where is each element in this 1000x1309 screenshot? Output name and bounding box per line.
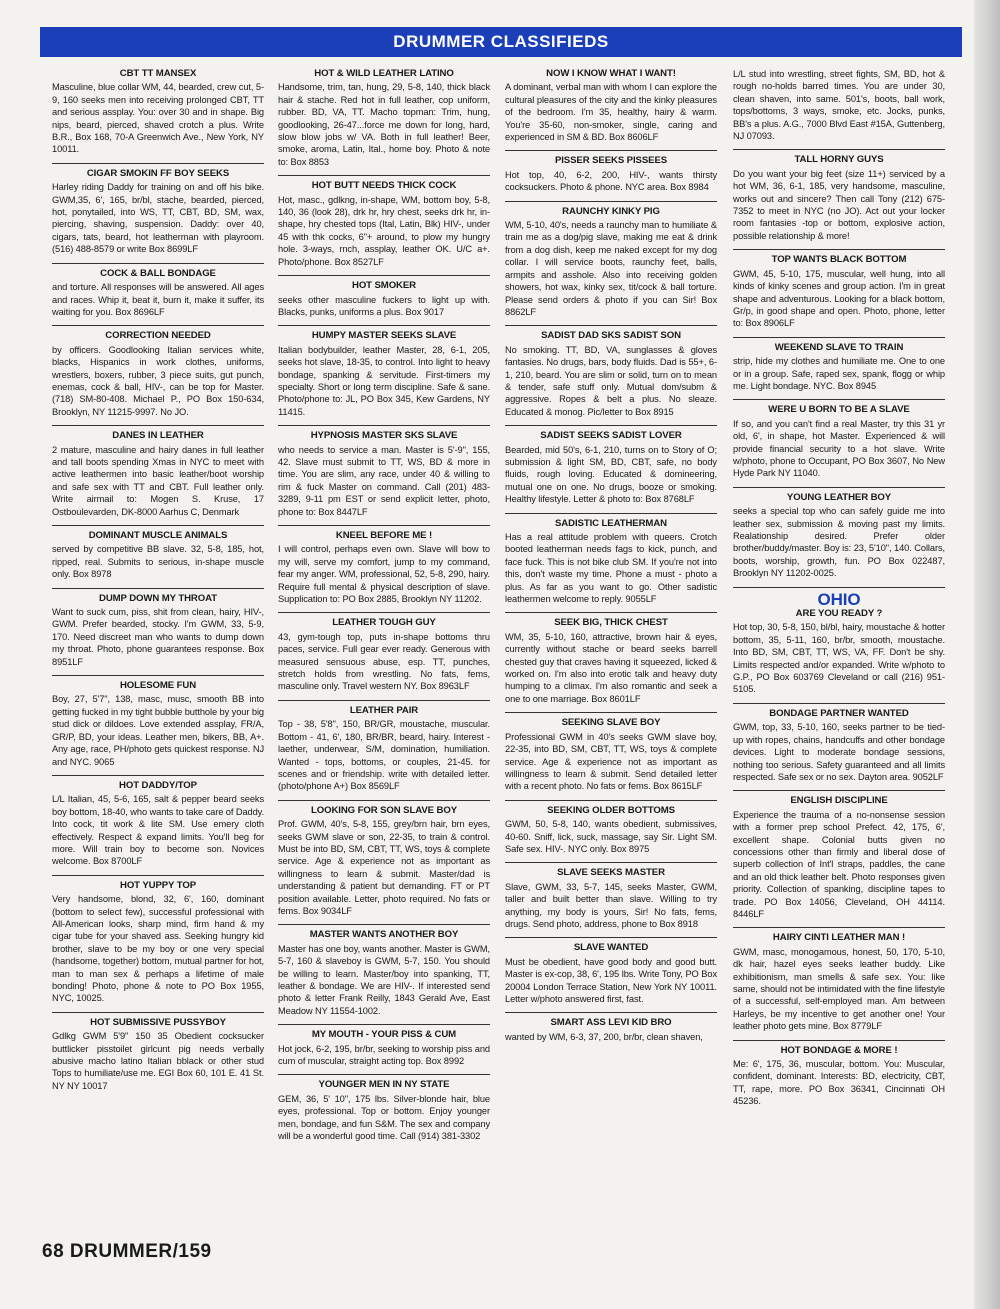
classified-ad [733,249,945,329]
ad-body: Master has one boy, wants another. Master is GWM, 5-7, 160 & slaveboy is GWM, 5-7, 150. You should be willing to learn. Master/boy into spanking, TT, leather & bondage. We are HIV-. If interested send photo & letter Frank Reilly, 1843 Gerald Ave, East Meadow NY 11554-1002. [278,943,490,1016]
ad-body: GWM, top, 33, 5-10, 160, seeks partner to be tied-up with ropes, chains, handcuffs and other bondage devices. Light to moderate bondage sessions, nothing too serious. Safety guaranteed and all limits respected. Safe sex or no sex. Dayton area. 9052LF [733,722,945,782]
classified-ad [733,487,945,580]
ad-title: TOP WANTS BLACK BOTTOM [771,254,907,266]
page-edge [974,0,1000,1309]
ad-title: COCK & BALL BONDAGE [100,267,216,279]
ad-title: RAUNCHY KINKY PIG [562,205,660,217]
ad-body: GWM, 50, 5-8, 140, wants obedient, submissives, 40-60. Sniff, lick, suck, massage, say Sir. Light SM. Safe sex. HIV-. NYC only. Box 8975 [505,819,717,854]
region-heading: OHIO [733,587,945,606]
classified-ad [278,700,490,793]
ad-body: No smoking. TT, BD, VA, sunglasses & gloves fantasies. No drugs, bars, body fluids. Dad is 55+, 6-1, 210, beard. You are slim or solid, turn on to mean & tender, safe stuff only. Mutual dom/subm & aggressive. Ropes & belt a plus. No sleaze. Educated & monog. Pic/letter to Box 8915 [505,344,717,417]
ad-body: strip, hide my clothes and humiliate me. One to one or in a group. Safe, raped sex, spank, flogg or whip me. Light bondage. NYC. Box 8945 [733,356,945,391]
ad-title: SADISTIC LEATHERMAN [555,517,667,529]
ad-title: DANES IN LEATHER [112,430,204,442]
ad-title: HOT YUPPY TOP [119,879,196,891]
classified-ad [505,325,717,418]
classified-ad [733,149,945,242]
classified-ad [733,337,945,393]
ad-body: Hot, masc., gdlkng, in-shape, WM, bottom boy, 5-8, 140, 36 (look 28), drk hr, hry chest, seeks drk hr, in-shape, hry chested tops (Ital, Latin, Blk) HIV-, under 45 with thk cocks, 6"+ around, to plow my hungry hole. 3-ways, rnch, assplay, leather OK. U/C a+. Photo/phone. Box 8527LF [278,194,490,267]
classified-ad [52,325,264,418]
ad-title: LEATHER TOUGH GUY [332,617,436,629]
ad-body: Do you want your big feet (size 11+) serviced by a hot WM, 36, 6-1, 185, very handsome, masculine, works out and sincere? Then call Tony (212) 675-7352 to meet in NYC (no JO). Act out your locker room fantasies -top or bottom, explosive action, possible relationship & more! [733,168,945,241]
page-number: 68 [42,1241,65,1262]
ad-title: CIGAR SMOKIN FF BOY SEEKS [86,167,230,179]
ad-body: GWM, 45, 5-10, 175, muscular, well hung, into all kinds of kinky scenes and group action. I'm in great shape and adventurous. Looking for a black bottom, Gr/p, in good shape and open. Photo, phone, letter to: Box 8906LF [733,268,945,329]
classified-ad [278,325,490,418]
classified-ad [505,937,717,1005]
classified-ad [733,703,945,783]
column-1 [52,68,264,1099]
classified-ad [278,924,490,1017]
ad-title: SADIST SEEKS SADIST LOVER [540,430,682,442]
classified-ad [278,425,490,518]
ad-title: ARE YOU READY ? [795,608,883,620]
classified-ad [52,875,264,1005]
ad-title: LOOKING FOR SON SLAVE BOY [310,804,458,816]
ad-body: by officers. Goodlooking Italian services white, blacks, Hispanics in work clothes, uniforms, wrestlers, boxers, rubber, 3 piece suits, gut punch, enemas, cock & ball, HIV-, can be top for Master. (718) SM-80-408. Michael P., PO Box 150-634, Brooklyn, NY 11215-9997. No JO. [52,344,264,417]
classified-ad [505,425,717,505]
ad-title: HUMPY MASTER SEEKS SLAVE [311,330,457,342]
ad-title: KNEEL BEFORE ME ! [335,530,433,541]
classified-ad [733,927,945,1032]
classified-ad [505,712,717,792]
ad-title: HOT BONDAGE & MORE ! [780,1044,898,1056]
ad-body: who needs to service a man. Master is 5'-9", 155, 42. Slave must submit to TT, WS, BD & more in time. You are slim, any race, under 40 & willing to rim & fuck Master on command. Call (201) 483-3289, 9-11 pm EST or send explicit letter, photo, phone to: Box 8447LF [278,444,490,517]
classified-ad [505,201,717,319]
ad-body: Harley riding Daddy for training on and off his bike. GWM,35, 6', 165, br/bl, stache, bearded, pierced, hot, ponytailed, into WS, TT, CBT, BD, SM, wax, piercing, shaving, suspension. Daddy: over 40, cigars, tats, beard, hot leatherman with playroom. (516) 488-8579 or write Box 8699LF [52,182,264,255]
ad-title: ENGLISH DISCIPLINE [790,795,888,807]
classified-ad [52,263,264,319]
ad-title: TALL HORNY GUYS [794,154,884,166]
ad-body: A dominant, verbal man with whom I can explore the cultural pleasures of the city and the kinky pleasures of the bedroom. I'm 35, healthy, hairy & warm. You're 35-60, non-smoker, single, caring and experienced in SM & BD. Box 8606LF [505,82,717,143]
ad-title: HOT DADDY/TOP [119,779,197,791]
classified-ad [733,399,945,479]
column-3 [505,68,717,1050]
classified-ad [505,1012,717,1043]
classified-ad [52,1012,264,1092]
classified-ad [733,1040,945,1108]
ad-body: Handsome, trim, tan, hung, 29, 5-8, 140, thick black hair & stache. Red hot in full leather, cop uniform, rubber. BD, VA, TT. Macho topman: Trim, hung, goodlooking, 26-47...force me down for long, hard, slow blow jobs w/ VA. Both in full leather! Beer, smoke, aroma, Latin, Ital., home boy. Photo & note to: Box 8853 [278,82,490,167]
ad-body: L/L stud into wrestling, street fights, SM, BD, hot & rough no-holds barred times. You are under 30, clean shaven, into same. 501's, boots, ball work, tops/bottoms, 3 ways, smoke, etc. Jocks, punks, BB's a plus. A.G., 7000 Blvd East #15A, Guttenberg, NJ 07093. [733,69,945,142]
ad-title: CBT TT MANSEX [119,68,197,79]
ad-title: HOT SUBMISSIVE PUSSYBOY [90,1016,226,1028]
ad-body: If so, and you can't find a real Master, try this 31 yr old, 6', in shape, hot Master. Experienced & will provide financial security to a hot slave. Write w/photo, phone to Occupant, PO Box 3607, No New Hyde Park NY 11040. [733,418,945,479]
classified-ad [278,1024,490,1067]
header-title: DRUMMER CLASSIFIEDS [393,32,609,51]
ad-body: I will control, perhaps even own. Slave will bow to my will, serve my comfort, jump to my command, fear my anger. WM, professional, 52, 5-8, 290, hairy. Require full mental & physical description of slave. Supplication to: PO Box 2885, Brooklyn NY 11202. [278,544,490,605]
classified-ad [505,862,717,930]
classified-ad [52,163,264,256]
ad-body: and torture. All responses will be answered. All ages and races. Whip it, beat it, burn it, make it suffer, its waiting for you. Box 8696LF [52,282,264,317]
ad-body: Want to suck cum, piss, shit from clean, hairy, HIV-, GWM. Prefer bearded, stocky. I'm GWM, 33, 5-9, 170. Need discreet man who wants to dump down my throat. Photo, phone guarantees response. Box 8951LF [52,607,264,667]
ad-body: Hot top, 40, 6-2, 200, HIV-, wants thirsty cocksuckers. Photo & phone. NYC area. Box 8984 [505,169,717,193]
page-footer [42,1241,212,1263]
ad-body: wanted by WM, 6-3, 37, 200, br/br, clean shaven, [505,1031,703,1042]
classified-ad [52,775,264,868]
ad-title: HYPNOSIS MASTER SKS SLAVE [310,430,458,442]
ad-body: seeks a special top who can safely guide me into leather sex, submission & moving past my limits. Realationship desired. Prefer older brother/buddy/master. Boy is: 23, 5'10", 140. Collars, boots, worship, growth, fun. PO Box 022487, Brooklyn NY 11202-0025. [733,506,945,579]
ad-title: YOUNG LEATHER BOY [786,491,892,503]
ad-title: HOT BUTT NEEDS THICK COCK [311,180,457,192]
classified-ad [278,612,490,692]
ad-body: seeks other masculine fuckers to light up with. Blacks, punks, uniforms a plus. Box 9017 [278,294,490,317]
ad-body: WM, 35, 5-10, 160, attractive, brown hair & eyes, currently without stache or beard seeks barrell chested guy that craves having it squeezed, licked & worked on. I'm also into erotic talk and heavy duty humping to a climax. I'm also romantic and seek a one to one marriage. Box 8601LF [505,631,717,704]
ad-body: Has a real attitude problem with queers. Crotch booted leatherman needs fags to kick, punch, and face fuck. This is not bike club SM. If you're not into this, don't waste my time. Phone a must - photo a plus. As far as you want to go. Other sadistic leathermen welcome to reply. 9055LF [505,532,717,605]
ad-title: HOT SMOKER [351,280,417,292]
ad-title: HAIRY CINTI LEATHER MAN ! [772,932,906,944]
ad-body: Experience the trauma of a no-nonsense session with a former prep school Prefect. 42, 175, 6', excellent shape. Colonial butts given no concessions other than firmly and liberal dose of superb collection of Int'l straps, paddles, the cane and an old thick leather belt. Photo responses given priority. Collection of spanking, discipline tapes to trade. PO Box 14056, Cleveland, OH 44114. 8446LF [733,809,945,919]
classified-ad [52,525,264,581]
classified-ad [52,425,264,518]
ad-title: SADIST DAD SKS SADIST SON [541,330,681,342]
classified-ad [278,800,490,918]
ad-body: 43, gym-tough top, puts in-shape bottoms thru paces, service. Full gear ever ready. Generous with measured sensuous abuse, esp. TT, punches, stretch holds from wrestling. No fats, fems, masculine only. Travel western NY. Box 8963LF [278,631,490,692]
ad-body: 2 mature, masculine and hairy danes in full leather and tall boots spending Xmas in NYC to meet with active leathermen into basic leather/boot worship and safe sex with TT and CBT. Full leather only. Write airmail to: Mogen S. Kruse, 17 Ostboulevarden, DK-8000 Aarhus C, Denmark [52,444,264,517]
ad-body: Me: 6', 175, 36, muscular, bottom. You: Muscular, confident, dominant. Interests: BD, electricity, CBT, TT, rape, more. PO Box 36341, Cincinnati OH 45236. [733,1059,945,1107]
classified-ad [278,275,490,318]
ad-title: HOLESOME FUN [119,680,197,692]
ad-title: WEEKEND SLAVE TO TRAIN [774,341,904,353]
ad-title: YOUNGER MEN IN NY STATE [318,1079,450,1091]
ad-title: CORRECTION NEEDED [105,330,211,342]
classified-ad [733,68,945,142]
column-4 [733,68,945,1115]
classified-ad [52,588,264,668]
ad-title: NOW I KNOW WHAT I WANT! [546,68,676,79]
ad-body: Bearded, mid 50's, 6-1, 210, turns on to Story of O; submission & light SM, BD, CBT, safe, no body fluids, rough loving. Educated & domineering, mutual one on one. No drugs, booze or smoking. Healthy lifestyle. Letter & photo to: Box 8768LF [505,444,717,505]
classified-ad [278,68,490,168]
ad-title: PISSER SEEKS PISSEES [554,155,668,167]
ad-body: Boy, 27, 5'7", 138, masc, musc, smooth BB into getting fucked in my tight bubble butthole by your big stud dick or dildoes. Love extended assplay, FR/A, GR/P, BD, your ideas. Leather men, bikers, BB, A+. Any age, race, PH/photo gets quickest response. NJ and NYC. 9065 [52,694,264,767]
classified-ad [505,150,717,193]
ad-body: Slave, GWM, 33, 5-7, 145, seeks Master, GWM, taller and built better than slave. Willing to try anything, my body is yours, Sir! No fats, fems, drugs. Send photo, address, phone to Box 8918 [505,881,717,929]
ad-title: DUMP DOWN MY THROAT [98,592,218,604]
classified-ad [278,1074,490,1142]
ad-title: SEEK BIG, THICK CHEST [554,617,668,629]
ad-body: served by competitive BB slave. 32, 5-8, 185, hot, ripped, real. Submits to serious, in-shape muscle only. Box 8978 [52,544,264,580]
classified-ad [505,800,717,856]
ad-body: Hot top, 30, 5-8, 150, bl/bl, hairy, moustache & hotter bottom, 35, 5-11, 160, br/br, smooth, moustache. Into BD, SM, CBT, TT, WS, VA, FF. Don't be shy. Limits respected and/or expanded. Write w/photo to G.P., PO Box 603769 Cleveland or call (216) 951-5105. [733,622,945,695]
classified-ad [733,608,945,696]
classified-ad [52,675,264,768]
classified-ad [278,525,490,605]
ad-title: LEATHER PAIR [349,704,419,716]
ad-title: SMART ASS LEVI KID BRO [550,1017,672,1029]
classified-ad [278,175,490,268]
ad-body: Professional GWM in 40's seeks GWM slave boy, 22-35, into BD, SM, CBT, TT, WS, toys & complete service. Age & experience not as important as willingness to learn & submit. Send detailed letter with a recent photo. No fats or fems. Box 8615LF [505,731,717,792]
ad-title: SEEKING OLDER BOTTOMS [547,804,675,816]
section-header [40,27,962,57]
ad-body: GWM, masc, monogamous, honest, 50, 170, 5-10, dk hair, hazel eyes seeks leather buddy. Like exhibitionism, man smells & safe sex. You: like same, should not be intimidated with the fine lifestyle of a successful, self-employed man. Am between Harleys, be my incentive to get another one! Your leather photo gets mine. Box 8779LF [733,946,945,1032]
ad-body: GEM, 36, 5' 10", 175 lbs. Silver-blonde hair, blue eyes, professional. Top or bottom. Enjoy younger men, bondage, and fun S&M. The sex and company will be a wonderful good time. Call (914) 381-3302 [278,1093,490,1142]
issue-label: DRUMMER/159 [69,1241,212,1262]
classified-ad [505,68,717,143]
classified-ad [733,790,945,920]
ad-title: BONDAGE PARTNER WANTED [769,707,909,719]
ad-body: WM, 5-10, 40's, needs a raunchy man to humiliate & train me as a dog/pig slave, making me eat & drink from a dog dish, keep me naked except for my dog collar. I will service boots, raunchy feet, balls, armpits and asshole. Also into receiving golden showers, hot wax, kinky sex, tit/cock & ball torture. Please send orders & photo if you can Sir! Box 8862LF [505,220,717,317]
ad-body: Prof. GWM, 40's, 5-8, 155, grey/brn hair, brn eyes, seeks GWM slave or son, 22-35, to train & control. Must be into BD, SM, CBT, TT, WS, toys & complete service. Age & experience not as important as willingness to learn & submit. Master/dad is understanding & patient but demanding. FT or PT position available. Letter, photo required. No fats or fems. Box 9034LF [278,819,490,916]
ad-title: SEEKING SLAVE BOY [561,717,661,729]
ad-body: Italian bodybuilder, leather Master, 28, 6-1, 205, seeks hot slave, 18-35, to control. Into light to heavy bondage, spanking & servitude. First-timers my specialty. Short or long term discipline. Safe & sane. Photo/phone to: JL, PO Box 345, Kew Gardens, NY 11415. [278,344,490,417]
ad-title: HOT & WILD LEATHER LATINO [314,68,454,79]
ad-title: DOMINANT MUSCLE ANIMALS [88,530,228,541]
ad-body: Gdlkg GWM 5'9" 150 35 Obedient cocksucker buttlicker pisstoilet girlcunt pig needs verbally abusive macho latino Italian bblack or other stud Tops to humiliate/use me. EGI Box 60, 101 E. 41 St. NY NY 10017 [52,1031,264,1091]
ad-body: Top - 38, 5'8", 150, BR/GR, moustache, muscular. Bottom - 41, 6', 180, BR/BR, beard, hairy. Interest - laether, underwear, S/M, domination, humiliation. Wanted - tops, bottoms, or couples, 21-45. for scenes and or friendship. write with detailed letter. (photo/phone A+) Box 8569LF [278,719,490,792]
ad-body: Must be obedient, have good body and good butt. Master is ex-cop, 38, 6', 195 lbs. Write Tony, PO Box 20004 London Terrace Station, New York NY 10011. Letter w/photo answered first, fast. [505,956,717,1004]
classified-ad [505,513,717,606]
column-2 [278,68,490,1149]
ad-title: WERE U BORN TO BE A SLAVE [768,404,910,416]
classified-ad [505,612,717,705]
ad-title: MY MOUTH - YOUR PISS & CUM [311,1029,457,1041]
ad-title: SLAVE WANTED [573,942,649,954]
ad-title: MASTER WANTS ANOTHER BOY [309,929,459,941]
ad-body: Very handsome, blond, 32, 6', 160, dominant (bottom to select few), successful professional with All-American looks, sharp mind, firm hand & my cigar tube for your shaved ass. Seeking hungry kid brother, slave to be my boy or one very special (handsome, together) bottom, mutual partner for hot, man to man sex & perhaps a lifetime of male bonding! Photo, phone & note to PO Box 1955, NYC, 10025. [52,894,264,1004]
ad-body: Hot jock, 6-2, 195, br/br, seeking to worship piss and cum of muscular, straight acting top. Box 8992 [278,1043,490,1067]
ad-title: SLAVE SEEKS MASTER [557,867,665,879]
ad-body: Masculine, blue collar WM, 44, bearded, crew cut, 5-9, 160 seeks men into receiving prolonged CBT, TT and serious assplay. You: over 30 and in shape. Big nips, beard, pierced, shaved crotch a plus. Write B.R., Box 168, 70-A Greenwich Ave., New York, NY 10011. [52,82,264,155]
classified-ad [52,68,264,156]
ad-body: L/L Italian, 45, 5-6, 165, salt & pepper beard seeks boy bottom, 18-40, who wants to take care of Daddy. Into cock, tit work & lite SM. Use emery cloth effectively. Respect & expand limits. You'll beg for more. Will train boy to become son. Novices welcome. Box 8700LF [52,794,264,867]
